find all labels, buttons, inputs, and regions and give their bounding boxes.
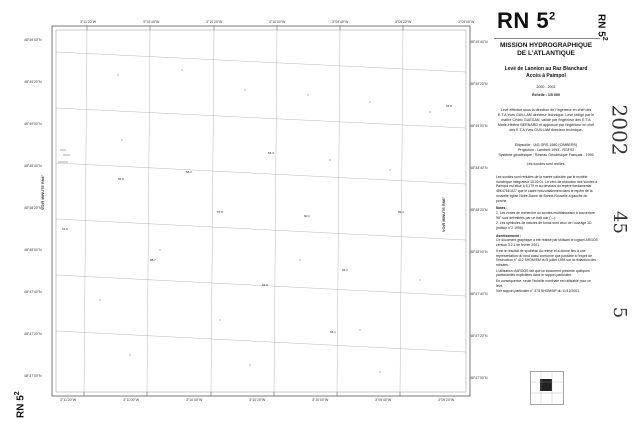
projection-text: Projection : Lambert 1993 - RGF93 — [518, 148, 574, 152]
sounding: 61.5 — [62, 227, 68, 231]
note-paragraph: 1. Les zones de recherche ou sondes multifaisceaux à couverture 95° sont délimitées par un trait noir (---). — [496, 210, 595, 220]
coordinate-tick-label: 48°49'20"N — [24, 80, 42, 84]
mission-line1: MISSION HYDROGRAPHIQUE — [499, 42, 593, 49]
coordinate-tick-label: 3°11'20"W — [80, 20, 97, 24]
mission-title — [496, 42, 596, 58]
credits-text: Levé effectué sous la direction de l'Ingénieur en chef des E.T.A Yves GUILLAM directeur technique. Levé rédigé par le maître Cédric GUEGAN, validé par l'ingénieur des E.T.A Marie-Hélène BERNARD et approuvé par l'ingénieur en chef des E.T.A Yves GUILLAM directeur technique. — [497, 108, 595, 132]
coordinate-tick-label: 48°47'20"N — [24, 332, 42, 336]
coordinate-tick-label: 3°10'20"W — [249, 398, 266, 402]
note-paragraph: Voir rapport particulier n° 375 SHOM/NP du 11/12/2001. — [496, 289, 580, 294]
note-paragraph: L'utilisation d'ARGOS fait que ce document présente quelques particularités explicitées dans le rapport particulier. — [496, 268, 590, 278]
coordinate-tick-label: 48°49'00"N — [470, 124, 488, 128]
sounding: 64.1 — [330, 330, 336, 334]
coordinate-tick-label: 3°11'00"W — [123, 398, 140, 402]
left-adjacent-sheet-label: VOIR MINUTE RN4² — [41, 175, 45, 210]
sounding: 58.7 — [150, 258, 156, 262]
survey-years: 2000 - 2001 — [536, 85, 556, 89]
ellipsoid-text: Ellipsoïde : IAG GRS 1980 (CIMBERS) — [514, 143, 578, 147]
sheet-id-vertical-left-sup: 2 — [14, 391, 21, 396]
coordinate-tick-label: 48°49'00"N — [24, 122, 42, 126]
coordinate-tick-label: 3°10'40"W — [143, 20, 160, 24]
sounding: 63.2 — [342, 268, 348, 272]
note-paragraph: Ce document graphique a été réalisé par utilisant le logiciel ARGOS version 3.2.1 de février 2001. — [496, 238, 598, 248]
title-block — [496, 42, 596, 167]
coordinate-tick-label: 48°48'40"N — [24, 164, 42, 168]
note-paragraph: En conséquence, seule l'échelle nominale est utilisable pour ce levé. — [496, 279, 591, 288]
coordinate-tick-label: 3°10'40"W — [186, 398, 203, 402]
coordinate-tick-label: 3°09'40"W — [332, 20, 349, 24]
sounding: 56.3 — [268, 151, 274, 155]
coordinate-tick-label: 3°10'00"W — [269, 20, 286, 24]
coordinate-tick-label: 48°48'20"N — [24, 206, 42, 210]
coordinate-tick-label: 48°47'00"N — [24, 374, 42, 378]
sheet-id-sup: 2 — [549, 10, 556, 23]
coordinate-tick-label: 48°48'40"N — [470, 166, 488, 170]
coordinate-tick-label: 48°49'20"N — [470, 82, 488, 86]
coordinate-tick-label: 3°10'00"W — [312, 398, 329, 402]
handwritten-number: 45 — [608, 211, 630, 234]
coordinate-tick-label: 48°47'40"N — [470, 292, 488, 296]
sheet-id-vertical-right-sup: 2 — [601, 36, 608, 41]
coordinate-tick-label: 3°09'20"W — [395, 20, 412, 24]
right-adjacent-sheet-label: VOIR MINUTE RN6² — [442, 197, 446, 232]
notes-block — [496, 175, 598, 297]
sheet-id-vertical-left — [14, 391, 26, 418]
mission-line2: DE L'ATLANTIQUE — [517, 50, 575, 57]
sounding: 60.1 — [304, 214, 310, 218]
datum-text: Système géodésique : Réseau Géodésique Français - 1993 — [498, 153, 594, 157]
coordinate-tick-label: 3°09'40"W — [375, 398, 392, 402]
coordinate-tick-label: 48°48'00"N — [24, 248, 42, 252]
coordinate-tick-label: 48°49'40"N — [24, 38, 42, 42]
coordinate-tick-label: 48°47'00"N — [470, 376, 488, 380]
sheet-id — [497, 8, 556, 34]
survey-line1: Levé de Lannion au Raz Blanchard — [504, 66, 588, 72]
sheet-id-vertical-right-text: RN 5 — [595, 14, 607, 37]
scale-label: Échelle : 1/5 000 — [532, 93, 560, 97]
sounding: 62.0 — [262, 283, 268, 287]
coordinate-tick-label: 3°09'20"W — [438, 398, 455, 402]
sheet-id-vertical-right — [596, 14, 608, 41]
coordinate-tick-label: 48°49'40"N — [470, 40, 488, 44]
note-paragraph: 2. Les symboles de natures de fonds sont ceux de l'ouvrage 1D (édition n°2 1996). — [496, 221, 592, 231]
coordinate-tick-label: 48°48'20"N — [470, 208, 488, 212]
note-heading: Avertissement : — [496, 233, 522, 238]
note-paragraph: Il est le résultat de synthèse du relevé et a donné lieu à une représentation du fond aussi conforme que possible à l'esprit de l'instruction n° 412 SHOM/EM du 5 juillet 1994 sur la rédaction des minutes. — [496, 248, 597, 267]
sounding: 57.8 — [217, 210, 223, 214]
survey-title — [496, 66, 596, 79]
survey-line2: Accès à Paimpol — [526, 72, 566, 79]
coordinate-tick-label: 3°11'20"W — [60, 398, 77, 402]
sheet-id-vertical-left-text: RN 5 — [15, 395, 27, 418]
sheet-id-text: RN 5 — [497, 8, 550, 33]
sounding: 59.4 — [398, 210, 404, 214]
sounding: 58.2 — [186, 170, 192, 174]
soundings-note: Les sondes sont réelles. — [526, 162, 566, 166]
coordinate-tick-label: 3°09'00"W — [458, 20, 475, 24]
handwritten-number: 5 — [609, 306, 631, 319]
note-heading: Notes : — [496, 206, 508, 211]
coordinate-tick-label: 3°10'20"W — [206, 20, 223, 24]
note-paragraph: Les sondes sont réduites de la marée calculée par le modèle numérique intégrateur 10.00.01. Le zéro de réduction des sondes à Paimpol est situé à 5,179 m au dessous du repère fondamental 45K47610J27 que le cadre horizontalement dans le repère de la nouvelle église Notre-Dame de Bonne-Nouvelle à gauche du porche. — [496, 175, 598, 203]
location-inset-map — [530, 371, 564, 405]
coordinate-tick-label: 48°47'20"N — [470, 334, 488, 338]
coordinate-tick-label: 48°47'40"N — [24, 290, 42, 294]
sounding: 56.9 — [118, 177, 124, 181]
sounding: 54.8 — [446, 104, 452, 108]
coordinate-tick-label: 48°48'00"N — [470, 250, 488, 254]
handwritten-year: 2002 — [607, 104, 632, 156]
